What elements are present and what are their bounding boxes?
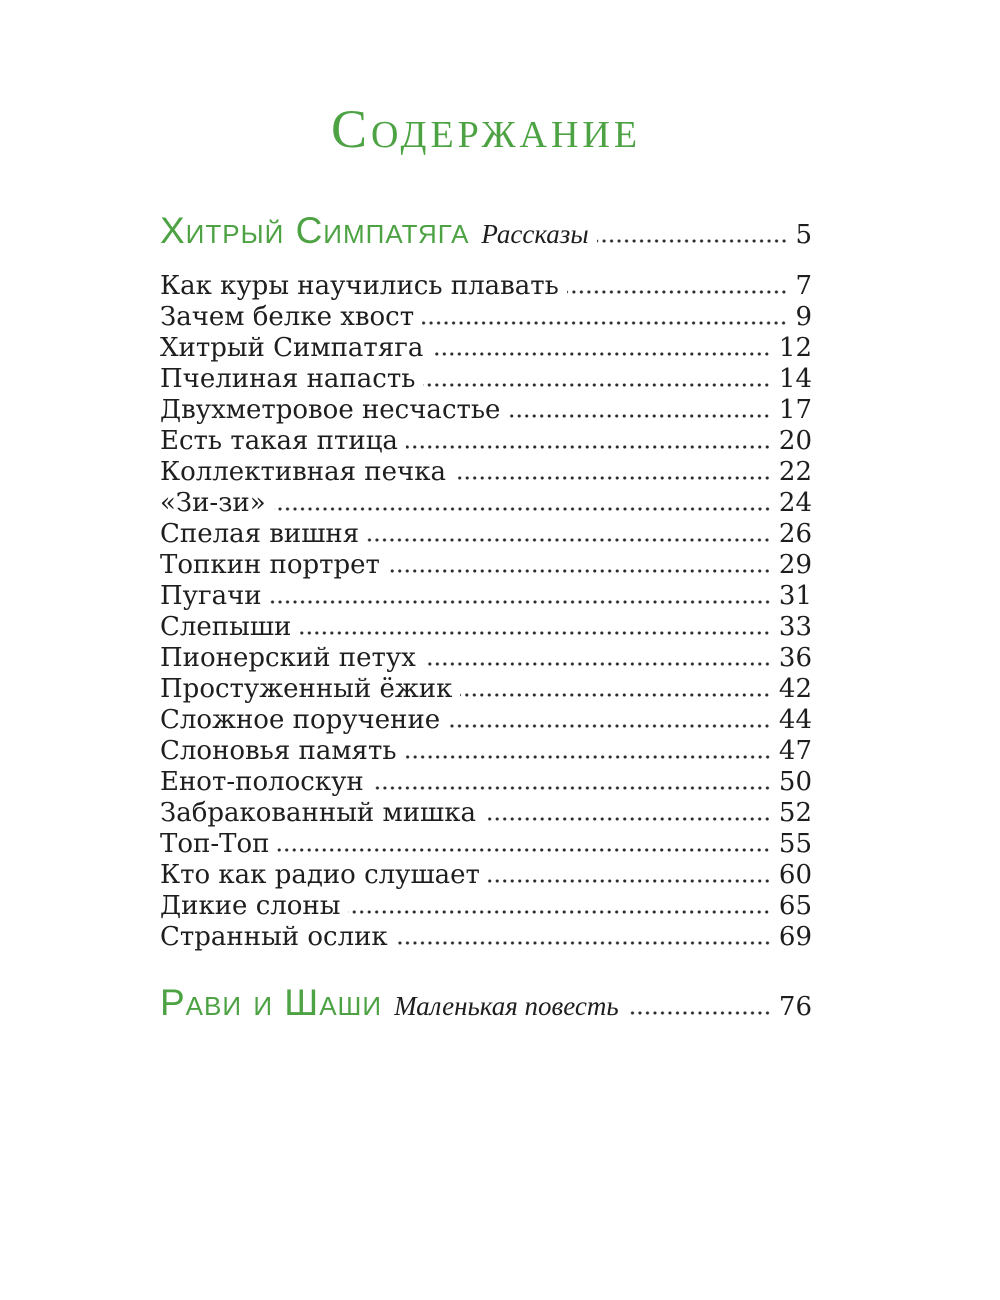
dot-leader [508,414,770,418]
entry-title: Хитрый Симпатяга [160,333,424,364]
entry-page-number: 31 [778,581,812,612]
section-page-number: 5 [795,220,812,251]
entry-title: Кто как радио слушает [160,860,480,891]
entry-page-number: 22 [778,457,812,488]
entry-title: Пчелиная напасть [160,364,416,395]
entry-page-number: 29 [778,550,812,581]
dot-leader [567,290,788,294]
entry-title: Коллективная печка [160,457,446,488]
entry-page-number: 36 [778,643,812,674]
entry-page-number: 55 [778,829,812,860]
dot-leader [627,1011,771,1015]
entry-page-number: 44 [778,705,812,736]
section-header [160,209,812,253]
entry-title: Слепыши [160,612,292,643]
section-subtitle: Маленькая повесть [394,991,619,1022]
toc-entry [160,519,812,550]
entry-page-number: 14 [778,364,812,395]
entry-title: Топ-Топ [160,829,270,860]
toc-entry [160,488,812,519]
entry-page-number: 20 [778,426,812,457]
dot-leader [388,569,771,573]
entry-title: Енот-полоскун [160,767,364,798]
toc-entry [160,271,812,302]
entry-page-number: 24 [778,488,812,519]
entry-page-number: 9 [795,302,812,333]
toc-entry [160,860,812,891]
dot-leader [396,941,771,945]
dot-leader [448,724,771,728]
entry-title: Двухметровое несчастье [160,395,501,426]
toc-entry [160,767,812,798]
toc-entry [160,829,812,860]
entry-title: Пугачи [160,581,262,612]
entry-title: Слоновья память [160,736,397,767]
toc-entry [160,922,812,953]
toc-entry [160,891,812,922]
entry-page-number: 65 [778,891,812,922]
entry-title: Спелая вишня [160,519,360,550]
entry-page-number: 52 [778,798,812,829]
section-title: Рави и Шаши [160,982,383,1024]
toc-entry [160,705,812,736]
section-header [160,981,812,1025]
toc-entry [160,395,812,426]
toc-entry [160,798,812,829]
section-page-number: 76 [778,992,812,1023]
entry-page-number: 47 [778,736,812,767]
page-title: Содержание [330,99,642,159]
toc-entry [160,457,812,488]
entry-title: Странный ослик [160,922,388,953]
dot-leader [423,383,771,387]
entry-title: Простуженный ёжик [160,674,453,705]
entry-title: «Зи-зи» [160,488,266,519]
dot-leader [270,600,771,604]
dot-leader [454,476,771,480]
section-subtitle: Рассказы [481,219,589,250]
entry-page-number: 60 [778,860,812,891]
entry-title: Сложное поручение [160,705,441,736]
dot-leader [431,352,771,356]
entry-title: Забракованный мишка [160,798,476,829]
toc-entry [160,364,812,395]
dot-leader [422,321,787,325]
dot-leader [424,662,771,666]
dot-leader [348,910,770,914]
toc-entry [160,333,812,364]
section-title: Хитрый Симпатяга [160,210,470,252]
entry-title: Как куры научились плавать [160,271,559,302]
entry-page-number: 26 [778,519,812,550]
entry-title: Есть такая птица [160,426,398,457]
dot-leader [274,507,771,511]
entry-title: Пионерский петух [160,643,416,674]
toc-entry [160,736,812,767]
entry-page-number: 12 [778,333,812,364]
entry-title: Зачем белке хвост [160,302,415,333]
toc-entry [160,426,812,457]
entry-title: Топкин портрет [160,550,380,581]
dot-leader [597,239,788,243]
dot-leader [277,848,770,852]
dot-leader [460,693,771,697]
entry-page-number: 33 [778,612,812,643]
entry-page-number: 69 [778,922,812,953]
entry-list [160,271,812,953]
toc-entry [160,550,812,581]
toc-entry [160,302,812,333]
entry-page-number: 42 [778,674,812,705]
toc-entry [160,674,812,705]
toc-entry [160,643,812,674]
toc-entry [160,581,812,612]
entry-page-number: 7 [795,271,812,302]
toc [160,209,812,1025]
dot-leader [405,755,771,759]
dot-leader [367,538,771,542]
dot-leader [372,786,771,790]
entry-title: Дикие слоны [160,891,341,922]
dot-leader [299,631,771,635]
dot-leader [488,879,771,883]
entry-page-number: 17 [778,395,812,426]
dot-leader [406,445,771,449]
toc-entry [160,612,812,643]
entry-page-number: 50 [778,767,812,798]
dot-leader [484,817,771,821]
